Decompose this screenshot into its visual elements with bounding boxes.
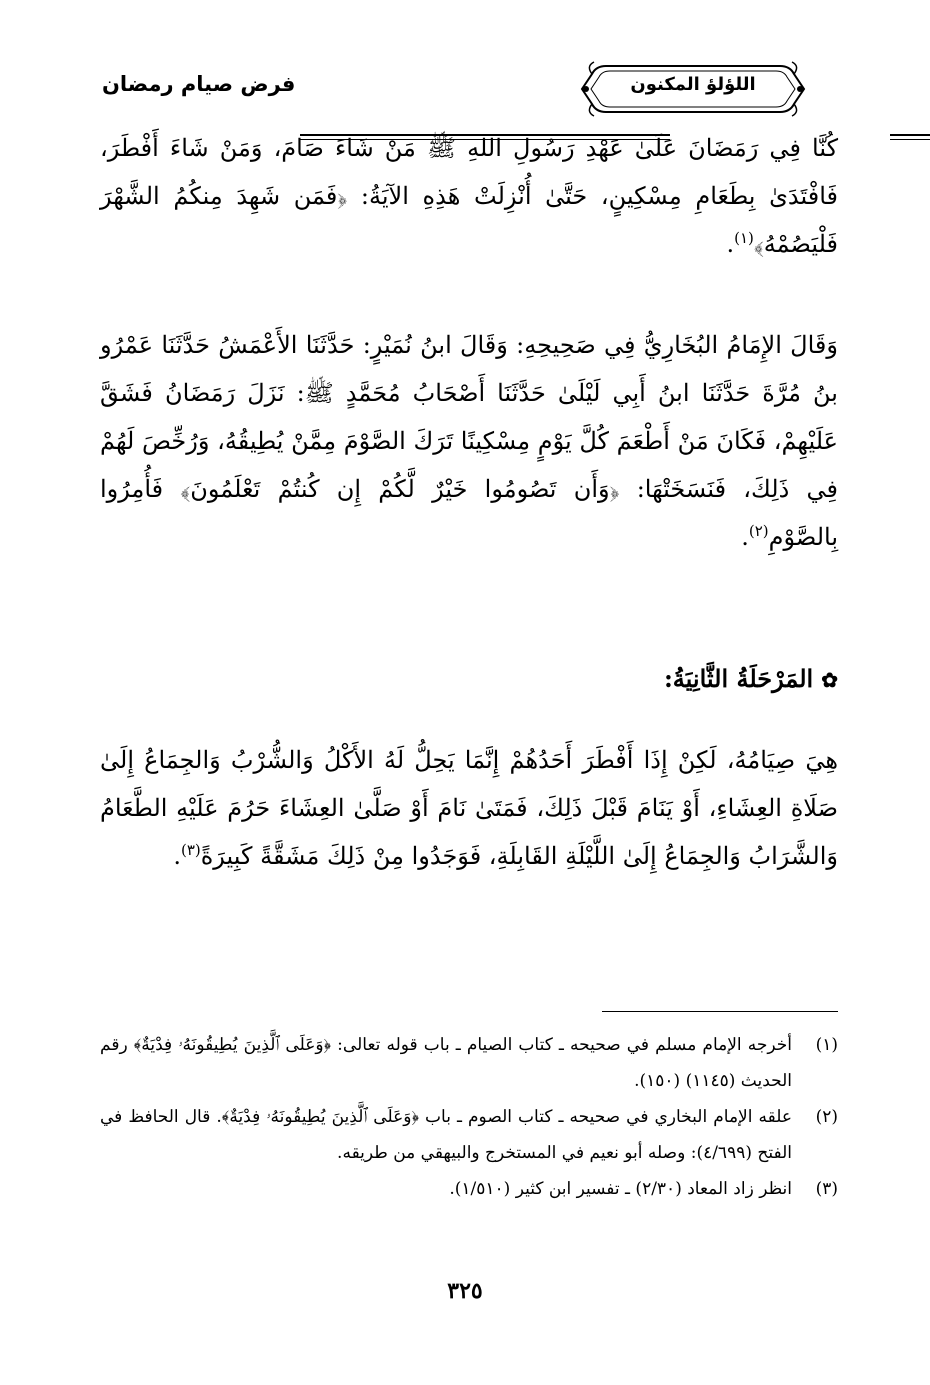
- paragraph-3-text: هِيَ صِيَامُهُ، لَكِنْ إِذَا أَفْطَرَ أَحَدُهُمْ إِنَّمَا يَحِلُّ لَهُ الأَكْلُ وَالشُّرْبُ وَالجِمَاعُ إِلَىٰ صَلَاةِ العِشَاءِ، أَوْ يَنَامَ قَبْلَ ذَلِكَ، فَمَتَىٰ نَامَ أَوْ صَلَّىٰ العِشَاءَ حَرُمَ عَلَيْهِ الطَّعَامُ وَالشَّرَابُ وَالجِمَاعُ إِلَىٰ اللَّيْلَةِ القَابِلَةِ، فَوَجَدُوا مِنْ ذَلِكَ مَشَقَّةً كَبِيرَةً: [100, 746, 838, 870]
- paragraph-1-end: .: [726, 230, 735, 258]
- footnote-ref-3[interactable]: (٣): [180, 841, 201, 859]
- paragraph-3: [100, 736, 838, 880]
- footnote-text: أخرجه الإمام مسلم في صحيحه ـ كتاب الصيام ـ باب قوله تعالى: ﴿وَعَلَى ٱلَّذِينَ يُطِيقُونَهُۥ فِدْيَةٌ﴾ رقم الحديث (١١٤٥) (١٥٠).: [100, 1035, 792, 1091]
- footnote-text: علقه الإمام البخاري في صحيحه ـ كتاب الصوم ـ باب ﴿وَعَلَى ٱلَّذِينَ يُطِيقُونَهُۥ فِدْيَةٌ﴾. قال الحافظ في الفتح (٤/٦٩٩): وصله أبو نعيم في المستخرج والبيهقي من طريقه.: [100, 1107, 792, 1163]
- chapter-title: فرض صيام رمضان: [102, 72, 296, 96]
- paragraph-1: [100, 124, 838, 268]
- footnote-ref-2[interactable]: (٢): [748, 522, 769, 540]
- section-heading-text: المَرْحَلَةُ الثَّانِيَةُ:: [663, 664, 814, 693]
- section-heading: [664, 655, 838, 704]
- paragraph-1-text: كُنَّا فِي رَمَضَانَ عَلَىٰ عَهْدِ رَسُولِ اللهِ ﷺ مَنْ شَاءَ صَامَ، وَمَنْ شَاءَ أَفْطَرَ، فَافْتَدَىٰ بِطَعَامِ مِسْكِينٍ، حَتَّىٰ أُنْزِلَتْ هَذِهِ الآيَةُ: ﴿فَمَن شَهِدَ مِنكُمُ الشَّهْرَ فَلْيَصُمْهُ﴾: [100, 134, 838, 258]
- book-title: اللؤلؤ المكنون: [630, 74, 756, 95]
- paragraph-3-end: .: [173, 842, 181, 870]
- footnote-3: [100, 1171, 838, 1207]
- footnote-separator: [602, 1011, 838, 1012]
- footnote-2: [100, 1099, 838, 1171]
- flower-bullet-icon: ✿: [821, 668, 838, 692]
- page-number: ٣٢٥: [447, 1278, 483, 1304]
- footnote-number: (٢): [815, 1107, 838, 1127]
- header-rule-right: [890, 134, 930, 140]
- footnote-ref-1[interactable]: (١): [734, 229, 754, 247]
- paragraph-2-text: وَقَالَ الإِمَامُ البُخَارِيُّ فِي صَحِيحِهِ: وَقَالَ ابنُ نُمَيْرٍ: حَدَّثَنَا الأَعْمَشُ حَدَّثَنَا عَمْرُو بنُ مُرَّةَ حَدَّثَنَا ابنُ أَبِي لَيْلَىٰ حَدَّثَنَا أَصْحَابُ مُحَمَّدٍ ﷺ: نَزَلَ رَمَضَانُ فَشَقَّ عَلَيْهِمْ، فَكَانَ مَنْ أَطْعَمَ كُلَّ يَوْمٍ مِسْكِينًا تَرَكَ الصَّوْمَ مِمَّنْ يُطِيقُهُ، وَرُخِّصَ لَهُمْ فِي ذَلِكَ، فَنَسَخَتْهَا: ﴿وَأَن تَصُومُوا خَيْرٌ لَّكُمْ إِن كُنتُمْ تَعْلَمُونَ﴾ فَأُمِرُوا بِالصَّوْمِ: [100, 331, 838, 551]
- footnote-number: (٣): [815, 1179, 838, 1199]
- footnotes: [100, 1027, 838, 1207]
- footnote-text: انظر زاد المعاد (٢/٣٠) ـ تفسير ابن كثير (١/٥١٠).: [449, 1179, 792, 1199]
- footnote-1: [100, 1027, 838, 1099]
- footnote-number: (١): [815, 1035, 838, 1055]
- book-title-cartouche: [578, 60, 808, 118]
- paragraph-2-end: .: [741, 523, 749, 551]
- paragraph-2: [100, 321, 838, 561]
